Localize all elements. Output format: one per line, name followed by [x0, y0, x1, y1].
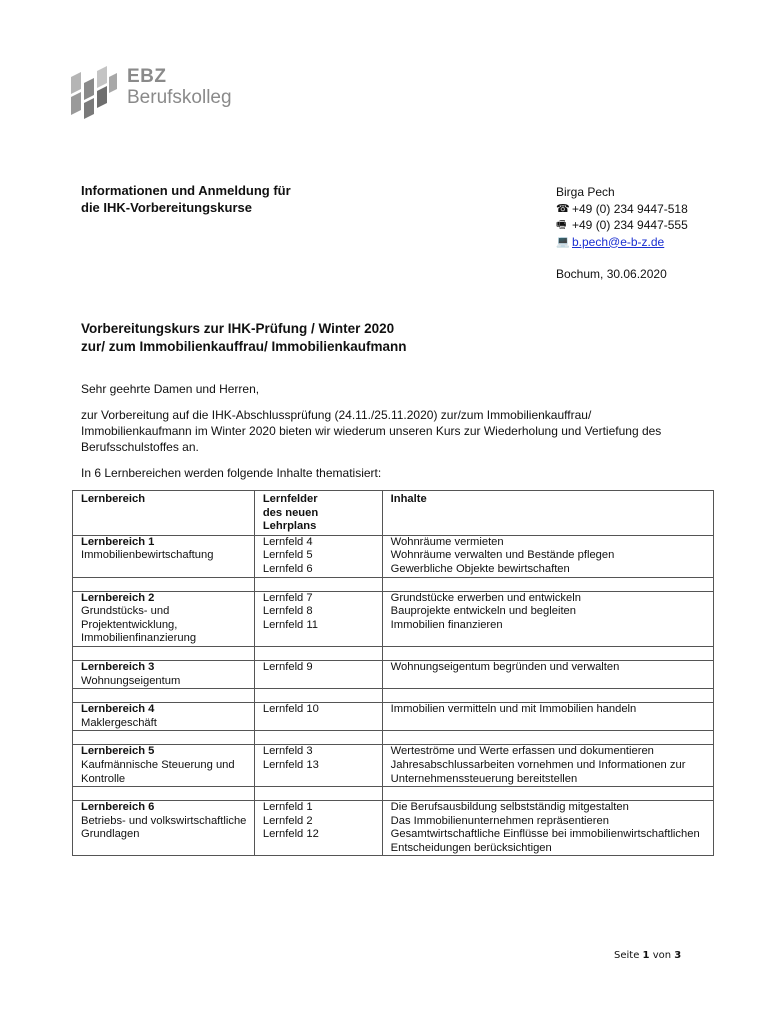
area-name: Lernbereich 3 — [81, 660, 155, 673]
spacer-cell — [382, 731, 713, 745]
content-item: Das Immobilienunternehmen repräsentieren — [390, 814, 609, 827]
content-item: Jahresabschlussarbeiten vornehmen und Informationen zur Unternehmenssteuerung bereitstellen — [390, 758, 686, 785]
spacer-cell — [254, 731, 382, 745]
logo-line2: Berufskolleg — [127, 87, 232, 108]
spacer-cell — [254, 646, 382, 660]
table-header-row — [73, 491, 714, 536]
lernfeld-item: Lernfeld 8 — [262, 605, 313, 618]
contents-cell — [382, 745, 713, 787]
spacer-cell — [382, 646, 713, 660]
area-description: Immobilienbewirtschaftung — [81, 549, 214, 562]
contact-phone: +49 (0) 234 9447-518 — [572, 201, 688, 216]
spacer-cell — [73, 577, 255, 591]
spacer-cell — [73, 787, 255, 801]
area-cell — [73, 801, 255, 856]
fields-cell — [254, 745, 382, 787]
area-description: Grundstücks- und Projektentwicklung, Immobilienfinanzierung — [81, 605, 197, 645]
subject-line1: Vorbereitungskurs zur IHK-Prüfung / Winter 2020 — [81, 321, 395, 336]
content-item: Wohnräume vermieten — [390, 535, 504, 548]
intro-paragraph: zur Vorbereitung auf die IHK-Abschlussprüfung (24.11./25.11.2020) zur/zum Immobilienkauffrau/ Immobilienkaufmann im Winter 2020 bieten wir wiederum unseren Kurs zur Wiederholung und Vertiefung des Berufsschulstoffes an. — [81, 408, 662, 454]
spacer-cell — [382, 577, 713, 591]
ebz-logo-mark-icon — [67, 63, 119, 119]
place-date: Bochum, 30.06.2020 — [556, 267, 667, 281]
header-fields: Lernfelder des neuen Lehrplans — [254, 491, 382, 536]
spacer-cell — [382, 787, 713, 801]
area-cell — [73, 745, 255, 787]
fields-cell — [254, 703, 382, 731]
lernfeld-item: Lernfeld 7 — [262, 591, 313, 604]
document-title-line1: Informationen und Anmeldung für — [81, 183, 291, 198]
footer-prefix: Seite — [614, 950, 640, 961]
table-row — [73, 703, 714, 731]
content-item: Gewerbliche Objekte bewirtschaften — [390, 562, 570, 575]
table-row — [73, 801, 714, 856]
lernfeld-item: Lernfeld 6 — [262, 562, 313, 575]
phone-icon: ☎ — [556, 202, 570, 215]
lernfeld-item: Lernfeld 11 — [262, 618, 318, 631]
contents-cell — [382, 703, 713, 731]
area-name: Lernbereich 1 — [81, 535, 155, 548]
spacer-row — [73, 577, 714, 591]
table-row — [73, 535, 714, 577]
contents-cell — [382, 660, 713, 688]
lernfeld-item: Lernfeld 12 — [262, 828, 319, 841]
lernbereiche-table — [72, 490, 714, 856]
content-item: Die Berufsausbildung selbstständig mitgestalten — [390, 801, 629, 814]
subject-heading — [81, 320, 407, 356]
spacer-cell — [73, 731, 255, 745]
contact-block — [556, 184, 688, 283]
content-item: Immobilien vermitteln und mit Immobilien handeln — [390, 703, 637, 716]
area-description: Betriebs- und volkswirtschaftliche Grundlagen — [81, 814, 247, 841]
content-item: Wohnungseigentum begründen und verwalten — [390, 660, 620, 673]
lernfeld-item: Lernfeld 3 — [262, 745, 313, 758]
computer-icon: 💻 — [556, 235, 570, 248]
table-intro: In 6 Lernbereichen werden folgende Inhalte thematisiert: — [81, 466, 382, 480]
area-name: Lernbereich 4 — [81, 703, 155, 716]
table-row — [73, 591, 714, 646]
area-name: Lernbereich 5 — [81, 745, 155, 758]
lernfeld-item: Lernfeld 13 — [262, 758, 319, 771]
contents-cell — [382, 535, 713, 577]
lernfeld-item: Lernfeld 1 — [262, 801, 313, 814]
contact-email-link[interactable]: b.pech@e-b-z.de — [572, 234, 665, 249]
fields-cell — [254, 801, 382, 856]
document-title — [81, 182, 291, 216]
spacer-cell — [73, 646, 255, 660]
footer-total: 3 — [674, 950, 682, 961]
spacer-row — [73, 689, 714, 703]
contents-cell — [382, 801, 713, 856]
lernfeld-item: Lernfeld 2 — [262, 814, 313, 827]
area-cell — [73, 660, 255, 688]
area-name: Lernbereich 6 — [81, 801, 155, 814]
subject-line2: zur/ zum Immobilienkauffrau/ Immobilienkaufmann — [81, 339, 407, 354]
content-item: Immobilien finanzieren — [390, 618, 503, 631]
spacer-cell — [254, 689, 382, 703]
page-footer — [614, 950, 681, 961]
fields-cell — [254, 535, 382, 577]
contents-cell — [382, 591, 713, 646]
document-title-line2: die IHK-Vorbereitungskurse — [81, 200, 252, 215]
spacer-row — [73, 731, 714, 745]
header-contents: Inhalte — [382, 491, 713, 536]
lernfeld-item: Lernfeld 9 — [262, 660, 313, 673]
lernfeld-item: Lernfeld 5 — [262, 549, 313, 562]
contact-fax: +49 (0) 234 9447-555 — [572, 218, 688, 232]
content-item: Gesamtwirtschaftliche Einflüsse bei immobilienwirtschaftlichen Entscheidungen berücksichtigen — [390, 828, 700, 854]
contact-name: Birga Pech — [556, 185, 615, 199]
content-item: Grundstücke erwerben und entwickeln — [390, 591, 581, 604]
salutation: Sehr geehrte Damen und Herren, — [81, 382, 260, 396]
fax-icon: 🖷 — [556, 219, 567, 231]
spacer-row — [73, 787, 714, 801]
header-area: Lernbereich — [73, 491, 255, 536]
footer-middle: von — [652, 950, 672, 961]
area-cell — [73, 591, 255, 646]
logo-line1: EBZ — [127, 66, 167, 87]
table-row — [73, 660, 714, 688]
area-name: Lernbereich 2 — [81, 591, 155, 604]
lernfeld-item: Lernfeld 4 — [262, 535, 313, 548]
table-row — [73, 745, 714, 787]
spacer-cell — [254, 787, 382, 801]
content-item: Wohnräume verwalten und Bestände pflegen — [390, 549, 615, 562]
fields-cell — [254, 591, 382, 646]
content-item: Bauprojekte entwickeln und begleiten — [390, 605, 576, 618]
spacer-cell — [382, 689, 713, 703]
spacer-cell — [73, 689, 255, 703]
lernfeld-item: Lernfeld 10 — [262, 703, 319, 716]
ebz-logo — [67, 63, 257, 121]
footer-page: 1 — [642, 950, 650, 961]
area-description: Wohnungseigentum — [81, 674, 181, 687]
spacer-cell — [254, 577, 382, 591]
fields-cell — [254, 660, 382, 688]
area-cell — [73, 703, 255, 731]
area-cell — [73, 535, 255, 577]
content-item: Werteströme und Werte erfassen und dokumentieren — [390, 745, 654, 758]
area-description: Kaufmännische Steuerung und Kontrolle — [81, 758, 235, 785]
area-description: Maklergeschäft — [81, 716, 157, 729]
spacer-row — [73, 646, 714, 660]
